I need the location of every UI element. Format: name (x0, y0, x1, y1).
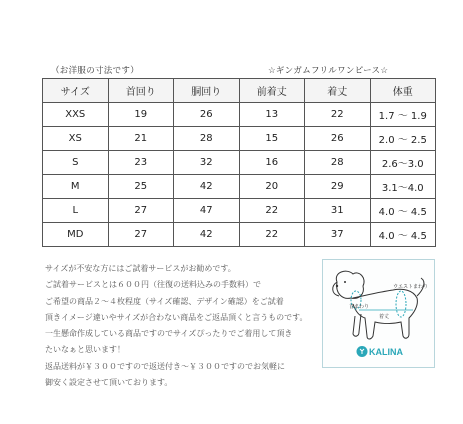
waist-label: ウエストまわり (393, 284, 429, 290)
table-cell: S (43, 151, 109, 175)
table-cell: 2.6～3.0 (370, 151, 436, 175)
table-cell: 27 (108, 199, 174, 223)
column-header: 胴回り (174, 79, 240, 103)
table-cell: XXS (43, 103, 109, 127)
table-cell: 2.0 ～ 2.5 (370, 127, 436, 151)
note-line: 返品送料が￥３００ですので返送付き～￥３００ですのでお気軽に (45, 361, 285, 371)
table-cell: XS (43, 127, 109, 151)
table-row (43, 175, 436, 199)
table-row (43, 103, 436, 127)
table-cell: MD (43, 223, 109, 247)
table-cell: M (43, 175, 109, 199)
table-cell: 4.0 ～ 4.5 (370, 223, 436, 247)
table-cell: 31 (305, 199, 371, 223)
size-note-label: （お洋服の寸法です） (51, 66, 140, 76)
column-header: 着丈 (305, 79, 371, 103)
column-header: 首回り (108, 79, 174, 103)
size-table (42, 78, 436, 247)
table-cell: 42 (174, 175, 240, 199)
neck-label: 首まわり (349, 304, 370, 310)
table-cell: 3.1～4.0 (370, 175, 436, 199)
table-cell: 47 (174, 199, 240, 223)
trial-service-notes (45, 261, 313, 391)
table-cell: 29 (305, 175, 371, 199)
table-cell: 19 (108, 103, 174, 127)
table-row (43, 223, 436, 247)
table-cell: 20 (239, 175, 305, 199)
table-cell: 28 (174, 127, 240, 151)
note-line: サイズが不安な方にはご試着サービスがお勧めです。 (45, 264, 236, 273)
product-title: ☆ギンガムフリルワンピース☆ (268, 66, 389, 76)
column-header: 前着丈 (239, 79, 305, 103)
table-cell: 28 (305, 151, 371, 175)
table-cell: 23 (108, 151, 174, 175)
table-cell: 16 (239, 151, 305, 175)
table-cell: 26 (305, 127, 371, 151)
note-line: 一生懸命作成している商品ですのでサイズぴったりでご着用して頂き (45, 329, 293, 339)
table-cell: 32 (174, 151, 240, 175)
note-line: 頂きイメージ違いやサイズが合わない商品をご返品頂くと言うものです。 (45, 312, 308, 322)
table-cell: 4.0 ～ 4.5 (370, 199, 436, 223)
table-cell: 22 (305, 103, 371, 127)
table-cell: 22 (239, 199, 305, 223)
table-cell: 26 (174, 103, 240, 127)
table-cell: 1.7 ～ 1.9 (370, 103, 436, 127)
table-cell: 13 (239, 103, 305, 127)
note-line: たいなぁと思います！ (45, 345, 125, 355)
column-header: サイズ (43, 79, 109, 103)
table-row (43, 127, 436, 151)
note-line: 御安く設定させて頂いております。 (45, 378, 173, 388)
table-row (43, 199, 436, 223)
note-line: ご試着サービスとは６００円（往復の送料込みの手数料）で (45, 280, 261, 290)
length-label: 着丈 (379, 314, 390, 320)
table-cell: 42 (174, 223, 240, 247)
table-cell: 21 (108, 127, 174, 151)
table-row (43, 151, 436, 175)
table-header-row (43, 79, 436, 103)
table-cell: 27 (108, 223, 174, 247)
table-cell: 25 (108, 175, 174, 199)
column-header: 体重 (370, 79, 436, 103)
table-cell: 37 (305, 223, 371, 247)
note-line: ご希望の商品２～４枚程度（サイズ確認、デザイン確認）をご試着 (45, 296, 284, 306)
logo-text: KALINA (369, 347, 403, 357)
table-cell: L (43, 199, 109, 223)
kalina-logo (356, 345, 414, 358)
table-cell: 22 (239, 223, 305, 247)
table-cell: 15 (239, 127, 305, 151)
